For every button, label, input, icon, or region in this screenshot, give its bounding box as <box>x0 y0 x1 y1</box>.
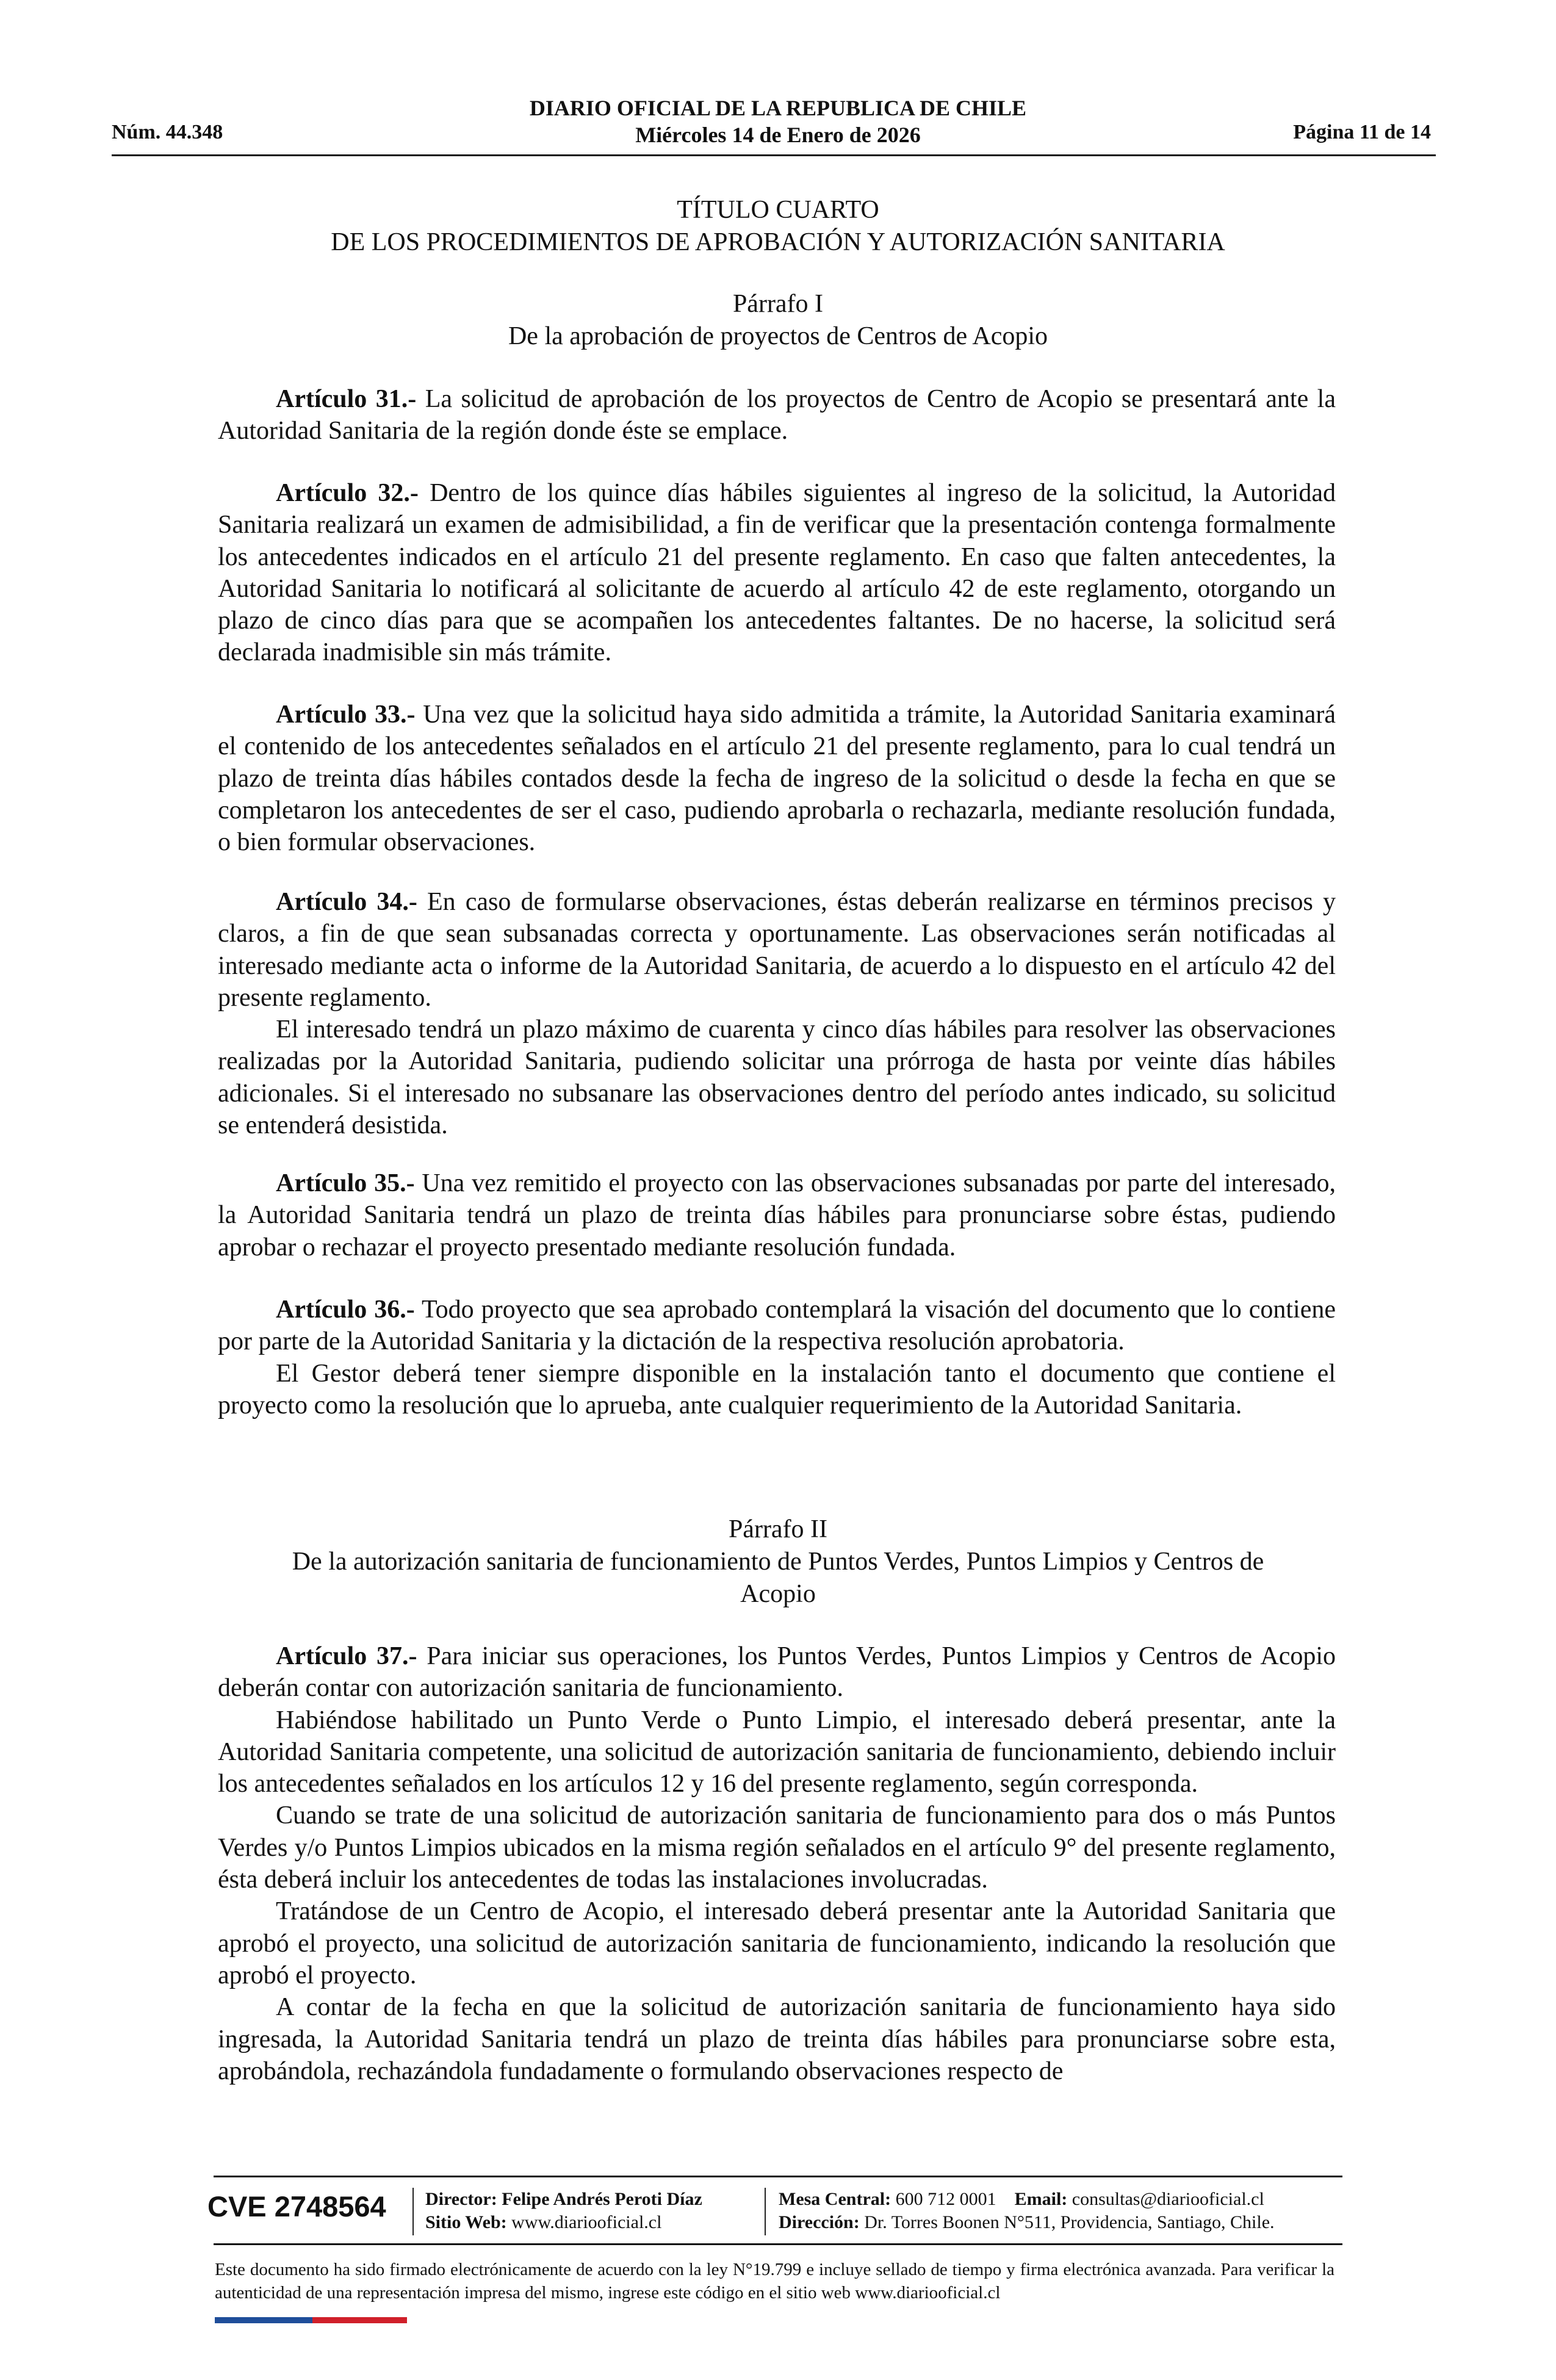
footer-contact-block <box>779 2188 1275 2234</box>
flag-bar-red <box>312 2317 407 2323</box>
article-text: Todo proyecto que sea aprobado contemplará la visación del documento que lo contiene por parte de la Autoridad Sanitaria y la dictación de la respectiva resolución aprobatoria. <box>218 1296 1336 1356</box>
publication-name: DIARIO OFICIAL DE LA REPUBLICA DE CHILE <box>529 96 1027 120</box>
article-label: Artículo 33.- <box>276 701 416 729</box>
article-32 <box>218 477 1336 669</box>
article-text: Cuando se trate de una solicitud de autorización sanitaria de funcionamiento para dos o más Puntos Verdes y/o Puntos Limpios ubicados en la misma región señalados en el artículo 9° del presente reglamento, ésta deberá incluir los antecedentes de todas las instalaciones involucradas. <box>218 1801 1336 1894</box>
article-text: Para iniciar sus operaciones, los Puntos Verdes, Puntos Limpios y Centros de Acopio deberán contar con autorización sanitaria de funcionamiento. <box>218 1642 1336 1703</box>
director-name: Felipe Andrés Peroti Díaz <box>502 2189 702 2209</box>
article-text: La solicitud de aprobación de los proyectos de Centro de Acopio se presentará ante la Autoridad Sanitaria de la región donde éste se emplace. <box>218 385 1336 445</box>
article-text: Habiéndose habilitado un Punto Verde o Punto Limpio, el interesado deberá presentar, ante la Autoridad Sanitaria competente, una solicitud de autorización sanitaria de funcionamiento, debiendo incluir los antecedentes señalados en los artículos 12 y 16 del presente reglamento, según corresponda. <box>218 1706 1336 1798</box>
article-34 <box>218 886 1336 1141</box>
email-link[interactable]: consultas@diariooficial.cl <box>1072 2189 1264 2209</box>
article-label: Artículo 32.- <box>276 479 419 507</box>
mesa-label: Mesa Central: <box>779 2189 891 2209</box>
page-indicator: Página 11 de 14 <box>1293 121 1431 143</box>
article-31 <box>218 383 1336 447</box>
footer-director-block <box>425 2188 702 2234</box>
article-label: Artículo 36.- <box>276 1296 415 1324</box>
article-label: Artículo 31.- <box>276 385 417 413</box>
verification-note: Este documento ha sido firmado electrónicamente de acuerdo con la ley N°19.799 e incluye sellado de tiempo y firma electrónica avanzada. Para verificar la autenticidad de una representación impresa del mismo, ingrese este código en el sitio web www.diariooficial.cl <box>215 2260 1334 2302</box>
section-1-heading <box>214 288 1342 353</box>
article-text: El Gestor deberá tener siempre disponible en la instalación tanto el documento que contiene el proyecto como la resolución que lo aprueba, ante cualquier requerimiento de la Autoridad Sanitaria. <box>218 1359 1336 1419</box>
article-text: Dentro de los quince días hábiles siguientes al ingreso de la solicitud, la Autoridad Sanitaria realizará un examen de admisibilidad, a fin de verificar que la presentación contenga formalmente los antecedentes indicados en el artículo 21 del presente reglamento. En caso que falten antecedentes, la Autoridad Sanitaria lo notificará al solicitante de acuerdo al artículo 42 de este reglamento, otorgando un plazo de cinco días para que se acompañen los antecedentes faltantes. De no hacerse, la solicitud será declarada inadmisible sin más trámite. <box>218 479 1336 667</box>
article-36 <box>218 1294 1336 1421</box>
title-line-1: TÍTULO CUARTO <box>677 196 879 224</box>
article-text: Una vez que la solicitud haya sido admitida a trámite, la Autoridad Sanitaria examinará el contenido de los antecedentes señalados en el artículo 21 del presente reglamento, para lo cual tendrá un plazo de treinta días hábiles contados desde la fecha de ingreso de la solicitud o desde la fecha en que se completaron los antecedentes de ser el caso, pudiendo aprobarla o rechazarla, mediante resolución fundada, o bien formular observaciones. <box>218 701 1336 857</box>
director-label: Director: <box>425 2189 497 2209</box>
footer-top-divider <box>214 2176 1342 2177</box>
site-link[interactable]: www.diariooficial.cl <box>511 2212 662 2232</box>
article-text: A contar de la fecha en que la solicitud de autorización sanitaria de funcionamiento haya sido ingresada, la Autoridad Sanitaria tendrá un plazo de treinta días hábiles para pronunciarse sobre esta, aprobándola, rechazándola fundadamente o formulando observaciones respecto de <box>218 1993 1336 2085</box>
title-line-2: DE LOS PROCEDIMIENTOS DE APROBACIÓN Y AUTORIZACIÓN SANITARIA <box>331 228 1225 256</box>
article-label: Artículo 35.- <box>276 1169 415 1197</box>
cve-code: CVE 2748564 <box>207 2190 386 2223</box>
section-1-title: Párrafo I <box>732 290 824 318</box>
article-label: Artículo 37.- <box>276 1642 417 1670</box>
header-divider <box>112 154 1436 156</box>
article-text: En caso de formularse observaciones, éstas deberán realizarse en términos precisos y claros, a fin de que sean subsanadas correcta y oportunamente. Las observaciones serán notificadas al interesado mediante acta o informe de la Autoridad Sanitaria, de acuerdo a lo dispuesto en el artículo 42 del presente reglamento. <box>218 888 1336 1012</box>
section-2-subtitle-line-2: Acopio <box>740 1580 816 1608</box>
address-value: Dr. Torres Boonen N°511, Providencia, Santiago, Chile. <box>864 2212 1275 2232</box>
article-37 <box>218 1640 1336 2087</box>
flag-bar-blue <box>215 2317 312 2323</box>
title-block <box>214 194 1342 259</box>
issue-number: Núm. 44.348 <box>112 121 223 143</box>
article-text: Una vez remitido el proyecto con las observaciones subsanadas por parte del interesado, la Autoridad Sanitaria tendrá un plazo de treinta días hábiles para pronunciarse sobre éstas, pudiendo aprobar o rechazar el proyecto presentado mediante resolución fundada. <box>218 1169 1336 1261</box>
address-label: Dirección: <box>779 2212 860 2232</box>
section-2-title: Párrafo II <box>728 1515 828 1543</box>
article-text: El interesado tendrá un plazo máximo de cuarenta y cinco días hábiles para resolver las observaciones realizadas por la Autoridad Sanitaria, pudiendo solicitar una prórroga de hasta por veinte días hábiles adicionales. Si el interesado no subsanare las observaciones dentro del período antes indicado, su solicitud se entenderá desistida. <box>218 1015 1336 1140</box>
section-2-subtitle-line-1: De la autorización sanitaria de funcionamiento de Puntos Verdes, Puntos Limpios y Centros de <box>292 1548 1264 1576</box>
section-2-heading <box>214 1513 1342 1610</box>
footer-separator <box>412 2188 414 2235</box>
article-label: Artículo 34.- <box>276 888 417 916</box>
publication-date: Miércoles 14 de Enero de 2026 <box>635 123 921 147</box>
article-33 <box>218 699 1336 858</box>
mesa-phone: 600 712 0001 <box>895 2189 996 2209</box>
site-label: Sitio Web: <box>425 2212 507 2232</box>
article-text: Tratándose de un Centro de Acopio, el interesado deberá presentar ante la Autoridad Sanitaria que aprobó el proyecto, una solicitud de autorización sanitaria de funcionamiento, indicando la resolución que aprobó el proyecto. <box>218 1897 1336 1989</box>
email-label: Email: <box>1014 2189 1068 2209</box>
section-1-subtitle: De la aprobación de proyectos de Centros de Acopio <box>508 322 1048 350</box>
footer-mid-divider <box>214 2243 1342 2245</box>
article-35 <box>218 1167 1336 1263</box>
footer-separator <box>765 2188 766 2235</box>
